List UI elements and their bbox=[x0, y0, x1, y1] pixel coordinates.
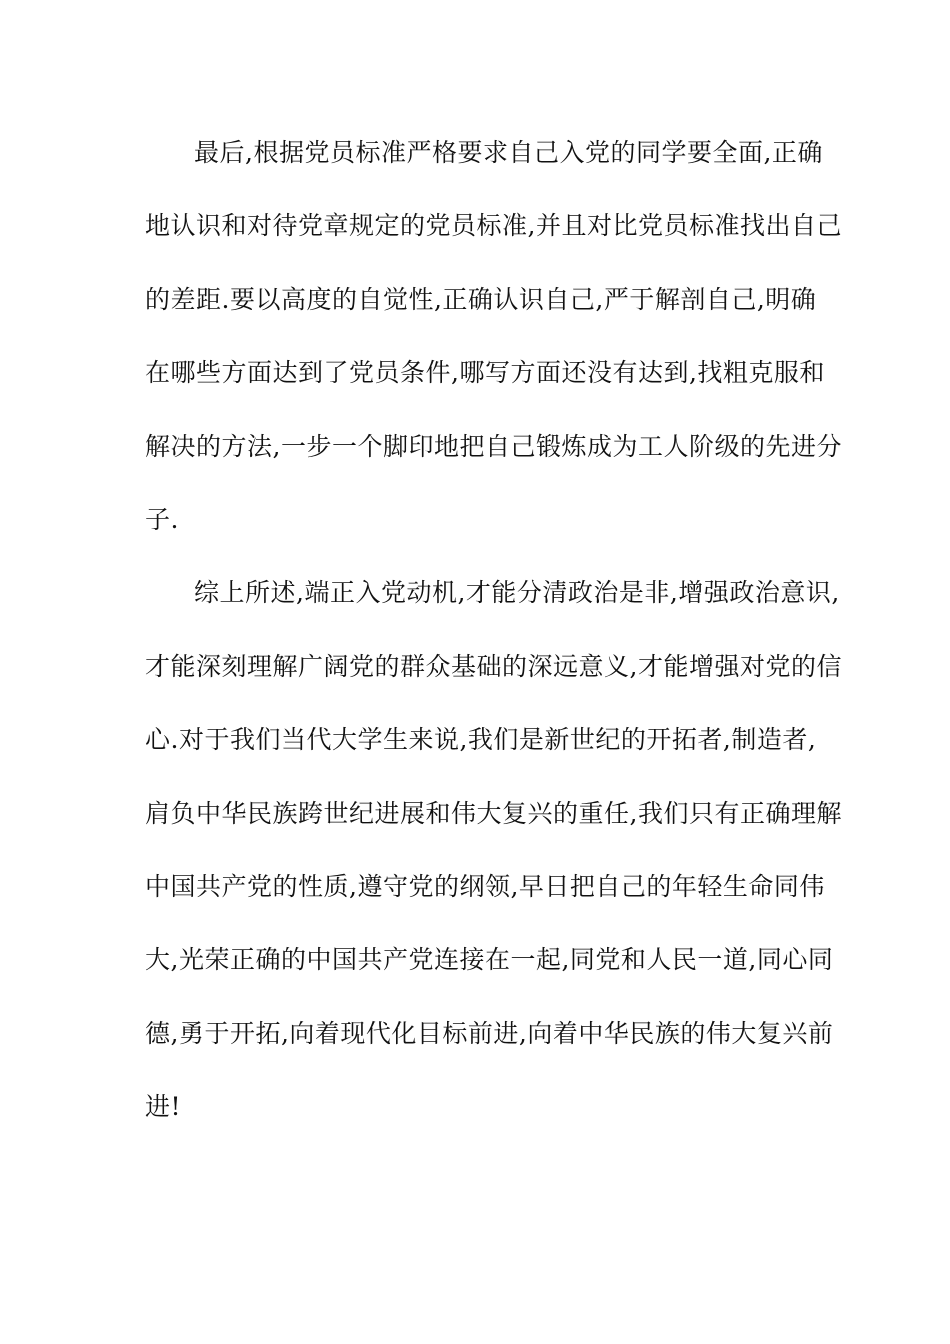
paragraph-1-line-3: 的差距.要以高度的自觉性,正确认识自己,严于解剖自己,明确 bbox=[145, 284, 817, 314]
paragraph-2-line-2: 才能深刻理解广阔党的群众基础的深远意义,才能增强对党的信 bbox=[145, 651, 842, 681]
paragraph-2-line-4: 肩负中华民族跨世纪进展和伟大复兴的重任,我们只有正确理解 bbox=[145, 798, 842, 828]
paragraph-1-line-5: 解决的方法,一步一个脚印地把自己锻炼成为工人阶级的先进分 bbox=[145, 431, 842, 461]
paragraph-2-line-5: 中国共产党的性质,遵守党的纲领,早日把自己的年轻生命同伟 bbox=[145, 871, 825, 901]
paragraph-2-line-6: 大,光荣正确的中国共产党连接在一起,同党和人民一道,同心同 bbox=[145, 945, 834, 975]
paragraph-2-line-8: 进! bbox=[145, 1092, 182, 1122]
paragraph-2-line-3: 心.对于我们当代大学生来说,我们是新世纪的开拓者,制造者, bbox=[145, 725, 817, 755]
body-text bbox=[145, 130, 842, 1157]
paragraph-1-line-1: 最后,根据党员标准严格要求自己入党的同学要全面,正确 bbox=[194, 138, 823, 167]
paragraph-1-line-2: 地认识和对待党章规定的党员标准,并且对比党员标准找出自己 bbox=[145, 211, 842, 241]
paragraph-2-line-7: 德,勇于开拓,向着现代化目标前进,向着中华民族的伟大复兴前 bbox=[145, 1018, 834, 1048]
paragraph-2-line-1: 综上所述,端正入党动机,才能分清政治是非,增强政治意识, bbox=[194, 578, 840, 608]
paragraph-1-line-4: 在哪些方面达到了党员条件,哪写方面还没有达到,找粗克服和 bbox=[145, 358, 825, 388]
paragraph-1-line-6: 子. bbox=[145, 504, 179, 534]
